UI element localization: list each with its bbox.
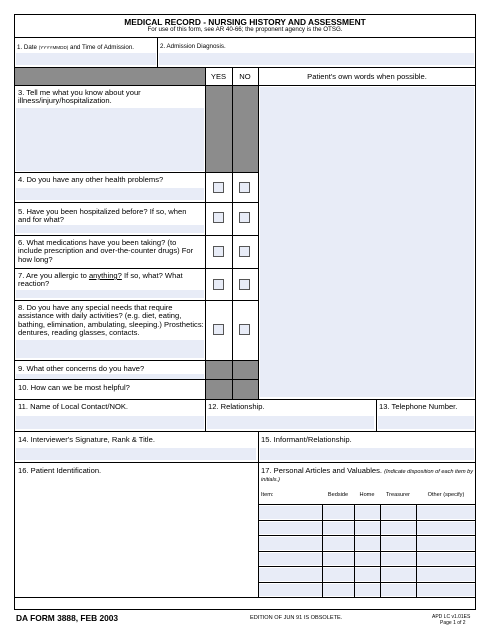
question-4: 4. Do you have any other health problems? (18, 175, 164, 184)
valuables-cell[interactable] (323, 553, 354, 566)
valuables-cell[interactable] (381, 522, 416, 535)
divider (322, 504, 323, 597)
edition-note: EDITION OF JUN 91 IS OBSOLETE. (250, 615, 343, 621)
valuables-cell[interactable] (381, 568, 416, 581)
valuables-cell[interactable] (259, 537, 322, 550)
patient-words-field[interactable] (260, 87, 474, 397)
divider (380, 504, 381, 597)
question-8: 8. Do you have any special needs that require assistance with daily activities? (e.g. diet, eating, bathing, elimination, ambulating, sleeping.) Prosthetics: dentures, reading glasses, contacts. (18, 303, 204, 338)
valuables-cell[interactable] (259, 568, 322, 581)
divider (205, 399, 206, 431)
informant-label: 15. Informant/Relationship. (261, 435, 352, 444)
divider (258, 535, 476, 536)
valuables-cell[interactable] (323, 522, 354, 535)
divider (258, 551, 476, 552)
question-3-yes-shade (206, 86, 232, 172)
divider (14, 37, 476, 38)
valuables-cell[interactable] (381, 537, 416, 550)
local-contact-label: 11. Name of Local Contact/NOK. (18, 402, 129, 411)
valuables-col-other: Other (specify) (427, 492, 465, 498)
question-4-no-checkbox[interactable] (239, 182, 250, 193)
patient-words-header: Patient's own words when possible. (307, 72, 427, 81)
divider (258, 582, 476, 583)
patient-id-label: 16. Patient Identification. (18, 466, 102, 475)
valuables-cell[interactable] (381, 553, 416, 566)
valuables-cell[interactable] (381, 506, 416, 519)
valuables-cell[interactable] (259, 522, 322, 535)
page-number: Page 1 of 2 (440, 620, 466, 626)
valuables-cell[interactable] (355, 522, 380, 535)
valuables-col-home: Home (359, 492, 375, 498)
relationship-field[interactable] (207, 416, 374, 429)
question-10-no-shade (233, 380, 258, 399)
valuables-cell[interactable] (323, 506, 354, 519)
relationship-label: 12. Relationship. (208, 402, 265, 411)
interviewer-label: 14. Interviewer's Signature, Rank & Title. (18, 435, 155, 444)
divider (416, 504, 417, 597)
question-9-no-shade (233, 361, 258, 379)
telephone-field[interactable] (378, 416, 474, 429)
valuables-cell[interactable] (355, 584, 380, 597)
question-7-yes-checkbox[interactable] (213, 279, 224, 290)
question-7-field[interactable] (16, 290, 204, 298)
divider (14, 300, 259, 301)
question-5-no-checkbox[interactable] (239, 212, 250, 223)
interviewer-field[interactable] (16, 448, 256, 460)
divider (157, 37, 158, 67)
divider (14, 235, 259, 236)
valuables-cell[interactable] (417, 553, 475, 566)
question-6-yes-checkbox[interactable] (213, 246, 224, 257)
divider (14, 462, 476, 463)
question-3-no-shade (233, 86, 258, 172)
divider (14, 399, 476, 400)
valuables-cell[interactable] (323, 584, 354, 597)
valuables-cell[interactable] (417, 568, 475, 581)
question-5-yes-checkbox[interactable] (213, 212, 224, 223)
valuables-cell[interactable] (259, 506, 322, 519)
local-contact-field[interactable] (16, 416, 204, 429)
valuables-cell[interactable] (417, 537, 475, 550)
valuables-cell[interactable] (355, 506, 380, 519)
divider (14, 597, 476, 598)
date-time-field[interactable] (16, 53, 156, 65)
divider (14, 172, 259, 173)
divider (258, 520, 476, 521)
date-label: 1. Date (YYYYMMDD) and Time of Admission. (17, 44, 134, 51)
divider (376, 399, 377, 431)
form-title: MEDICAL RECORD - NURSING HISTORY AND ASSESSMENT (124, 17, 366, 27)
question-9: 9. What other concerns do you have? (18, 364, 145, 373)
question-4-field[interactable] (16, 188, 204, 200)
question-3-field[interactable] (16, 108, 204, 171)
valuables-col-treasurer: Treasurer (385, 492, 411, 498)
valuables-col-bedside: Bedside (327, 492, 349, 498)
divider (14, 202, 259, 203)
divider (258, 504, 476, 505)
divider (354, 504, 355, 597)
valuables-cell[interactable] (323, 568, 354, 581)
question-6-no-checkbox[interactable] (239, 246, 250, 257)
valuables-cell[interactable] (259, 584, 322, 597)
yes-header: YES (210, 72, 227, 81)
question-8-no-checkbox[interactable] (239, 324, 250, 335)
question-8-yes-checkbox[interactable] (213, 324, 224, 335)
divider (258, 67, 259, 399)
valuables-cell[interactable] (417, 522, 475, 535)
question-6: 6. What medications have you been taking? (to include prescription and over-the-counter drugs) For how long? (18, 238, 194, 264)
question-3: 3. Tell me what you know about your illness/injury/hospitalization. (18, 88, 141, 106)
valuables-col-item: Item: (261, 492, 274, 498)
divider (14, 268, 259, 269)
divider (258, 566, 476, 567)
question-5-field[interactable] (16, 225, 204, 233)
admission-diagnosis-field[interactable] (159, 53, 474, 65)
valuables-cell[interactable] (417, 584, 475, 597)
valuables-cell[interactable] (259, 553, 322, 566)
divider (14, 431, 476, 432)
anything-underlined: anything? (88, 271, 122, 280)
form-subtitle: For use of this form, see AR 40-66; the proponent agency is the OTSG. (147, 26, 343, 33)
question-10: 10. How can we be most helpful? (18, 383, 130, 392)
table-header-blank (15, 68, 205, 85)
form-id: DA FORM 3888, FEB 2003 (16, 613, 119, 623)
valuables-cell[interactable] (381, 584, 416, 597)
valuables-cell[interactable] (355, 568, 380, 581)
valuables-title: 17. Personal Articles and Valuables. (Indicate disposition of each item by initials.) (261, 466, 474, 484)
version: APD LC v1.01ES (432, 614, 471, 620)
admission-diagnosis-label: 2. Admission Diagnosis. (160, 43, 226, 50)
question-5: 5. Have you been hospitalized before? If so, when and for what? (18, 207, 187, 225)
informant-field[interactable] (260, 448, 474, 460)
valuables-cell[interactable] (355, 553, 380, 566)
question-7-no-checkbox[interactable] (239, 279, 250, 290)
no-header: NO (239, 72, 251, 81)
telephone-label: 13. Telephone Number. (379, 402, 458, 411)
valuables-cell[interactable] (355, 537, 380, 550)
question-10-yes-shade (206, 380, 232, 399)
question-7: 7. Are you allergic to anything? If so, what? What reaction? (18, 271, 183, 289)
valuables-cell[interactable] (323, 537, 354, 550)
question-4-yes-checkbox[interactable] (213, 182, 224, 193)
question-9-yes-shade (206, 361, 232, 379)
valuables-cell[interactable] (417, 506, 475, 519)
question-8-field[interactable] (16, 340, 204, 358)
